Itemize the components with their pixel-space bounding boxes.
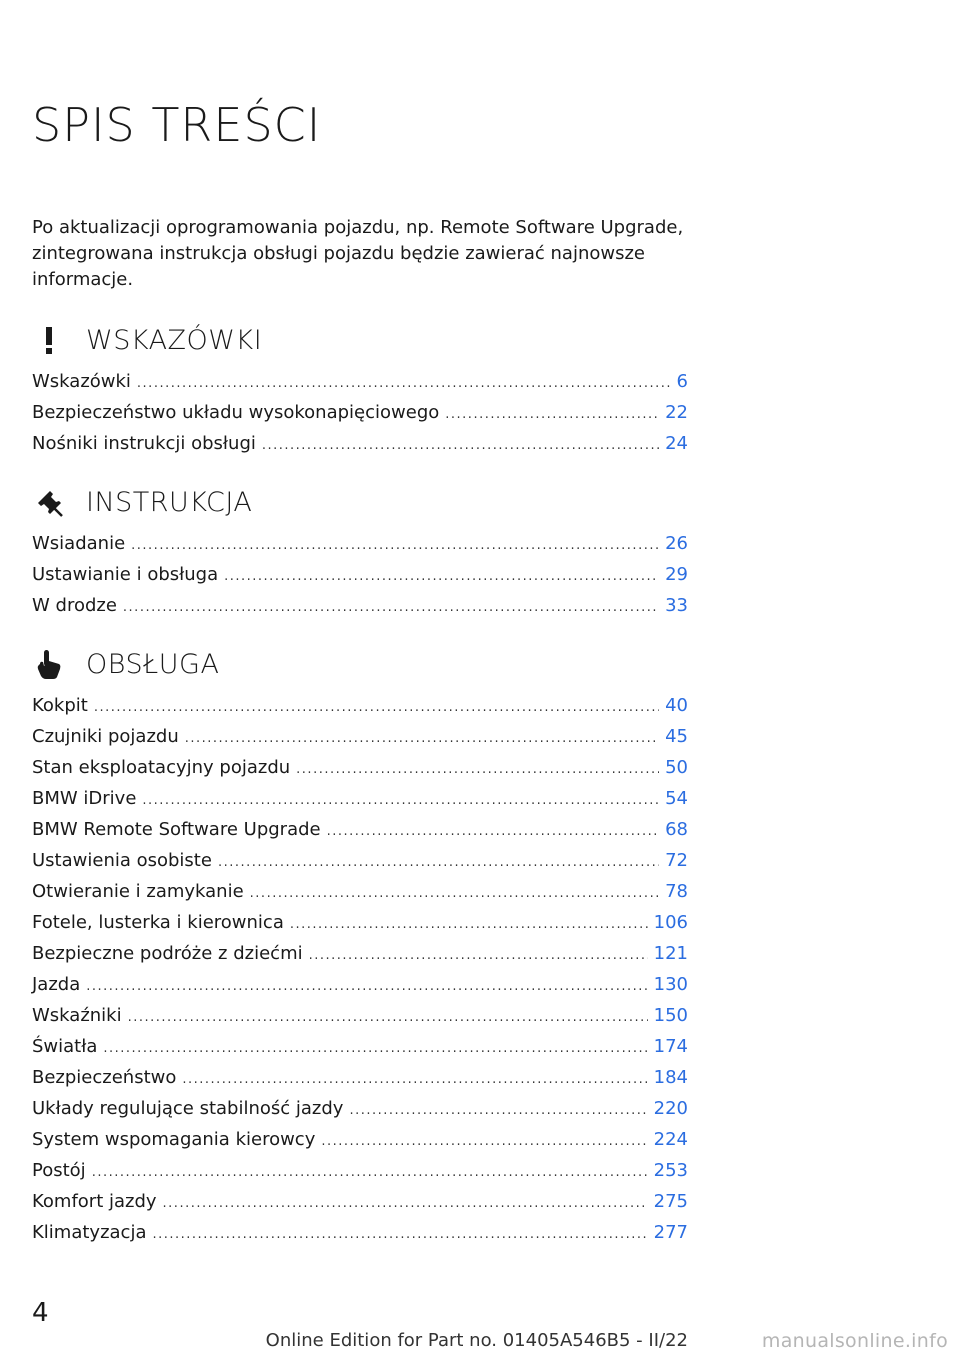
toc-entry[interactable] xyxy=(32,850,688,881)
toc-entry-label: Wsiadanie xyxy=(32,533,126,554)
toc-entry-page[interactable]: 220 xyxy=(653,1098,688,1119)
toc-entry[interactable] xyxy=(32,1005,688,1036)
toc-entry-label: Stan eksploatacyjny pojazdu xyxy=(32,757,291,778)
toc-entry-label: Ustawienia osobiste xyxy=(32,850,212,871)
toc-entry-label: Ustawianie i obsługa xyxy=(32,564,219,585)
toc-entry[interactable] xyxy=(32,1036,688,1067)
toc-leader xyxy=(218,855,659,870)
toc-list xyxy=(32,533,688,626)
toc-entry-page[interactable]: 174 xyxy=(653,1036,688,1057)
toc-entry[interactable] xyxy=(32,1222,688,1253)
toc-entry[interactable] xyxy=(32,595,688,626)
toc-entry-page[interactable]: 277 xyxy=(653,1222,688,1243)
toc-entry-label: Kokpit xyxy=(32,695,88,716)
footer-edition: Online Edition for Part no. 01405A546B5 - II/22 xyxy=(265,1330,688,1351)
toc-entry[interactable] xyxy=(32,943,688,974)
toc-leader xyxy=(142,793,659,808)
section-header xyxy=(32,320,688,360)
toc-entry-page[interactable]: 68 xyxy=(665,819,688,840)
toc-entry-label: Wskazówki xyxy=(32,371,131,392)
toc-leader xyxy=(224,569,659,584)
toc-entry-label: Postój xyxy=(32,1160,86,1181)
toc-entry[interactable] xyxy=(32,402,688,433)
toc-entry[interactable] xyxy=(32,757,688,788)
toc-entry[interactable] xyxy=(32,788,688,819)
toc-leader xyxy=(86,979,647,994)
section-wskazowki xyxy=(32,320,688,464)
toc-leader xyxy=(131,538,659,553)
toc-leader xyxy=(185,731,659,746)
intro-paragraph: Po aktualizacji oprogramowania pojazdu, np. Remote Software Upgrade, zintegrowana instrukcja obsługi pojazdu będzie zawierać najnowsze informacje. xyxy=(32,217,684,290)
toc-entry-page[interactable]: 6 xyxy=(676,371,688,392)
toc-entry-label: Bezpieczeństwo układu wysokonapięciowego xyxy=(32,402,440,423)
toc-entry-page[interactable]: 106 xyxy=(653,912,688,933)
toc-entry-label: Światła xyxy=(32,1036,98,1057)
pushpin-icon xyxy=(32,485,66,519)
toc-entry-page[interactable]: 121 xyxy=(653,943,688,964)
toc-entry-page[interactable]: 54 xyxy=(665,788,688,809)
toc-entry[interactable] xyxy=(32,974,688,1005)
section-instrukcja xyxy=(32,482,688,626)
toc-leader xyxy=(445,407,659,422)
toc-entry-page[interactable]: 29 xyxy=(665,564,688,585)
section-header xyxy=(32,482,688,522)
toc-entry-page[interactable]: 184 xyxy=(653,1067,688,1088)
toc-entry-label: Otwieranie i zamykanie xyxy=(32,881,244,902)
pointing-hand-icon xyxy=(32,647,66,681)
toc-leader xyxy=(262,438,659,453)
toc-entry-page[interactable]: 40 xyxy=(665,695,688,716)
toc-entry-label: Wskaźniki xyxy=(32,1005,122,1026)
toc-entry-label: Fotele, lusterka i kierownica xyxy=(32,912,284,933)
toc-entry-label: BMW iDrive xyxy=(32,788,137,809)
toc-entry-label: W drodze xyxy=(32,595,117,616)
section-obsluga xyxy=(32,644,688,1253)
toc-list xyxy=(32,371,688,464)
toc-leader xyxy=(349,1103,647,1118)
toc-leader xyxy=(92,1165,648,1180)
toc-entry[interactable] xyxy=(32,433,688,464)
toc-entry-page[interactable]: 253 xyxy=(653,1160,688,1181)
toc-entry[interactable] xyxy=(32,819,688,850)
toc-leader xyxy=(153,1227,648,1242)
toc-entry-page[interactable]: 130 xyxy=(653,974,688,995)
toc-entry-page[interactable]: 24 xyxy=(665,433,688,454)
toc-entry-page[interactable]: 275 xyxy=(653,1191,688,1212)
toc-entry-page[interactable]: 50 xyxy=(665,757,688,778)
toc-entry[interactable] xyxy=(32,726,688,757)
watermark: manualsonline.info xyxy=(761,1330,948,1352)
toc-entry[interactable] xyxy=(32,371,688,402)
toc-entry-label: Czujniki pojazdu xyxy=(32,726,179,747)
section-title: INSTRUKCJA xyxy=(86,486,253,518)
toc-leader xyxy=(123,600,659,615)
toc-entry-page[interactable]: 224 xyxy=(653,1129,688,1150)
toc-entry[interactable] xyxy=(32,912,688,943)
toc-entry-page[interactable]: 33 xyxy=(665,595,688,616)
toc-entry-page[interactable]: 45 xyxy=(665,726,688,747)
toc-entry-label: BMW Remote Software Upgrade xyxy=(32,819,321,840)
toc-leader xyxy=(137,376,671,391)
section-title: OBSŁUGA xyxy=(86,648,220,680)
toc-entry[interactable] xyxy=(32,533,688,564)
toc-list xyxy=(32,695,688,1253)
page-number: 4 xyxy=(32,1298,49,1328)
toc-leader xyxy=(309,948,648,963)
toc-leader xyxy=(290,917,648,932)
toc-entry[interactable] xyxy=(32,564,688,595)
toc-entry-page[interactable]: 26 xyxy=(665,533,688,554)
toc-entry[interactable] xyxy=(32,1160,688,1191)
toc-entry[interactable] xyxy=(32,1129,688,1160)
section-header xyxy=(32,644,688,684)
toc-leader xyxy=(128,1010,648,1025)
toc-leader xyxy=(327,824,659,839)
toc-entry-label: System wspomagania kierowcy xyxy=(32,1129,316,1150)
toc-entry[interactable] xyxy=(32,881,688,912)
toc-entry-page[interactable]: 150 xyxy=(653,1005,688,1026)
toc-entry-label: Bezpieczne podróże z dziećmi xyxy=(32,943,303,964)
toc-leader xyxy=(182,1072,647,1087)
toc-leader xyxy=(296,762,659,777)
toc-entry-label: Nośniki instrukcji obsługi xyxy=(32,433,256,454)
toc-entry[interactable] xyxy=(32,1098,688,1129)
toc-entry-label: Komfort jazdy xyxy=(32,1191,157,1212)
page-title: SPIS TREŚCI xyxy=(32,98,322,152)
toc-entry[interactable] xyxy=(32,1067,688,1098)
section-title: WSKAZÓWKI xyxy=(86,324,263,356)
toc-leader xyxy=(163,1196,648,1211)
toc-entry-page[interactable]: 78 xyxy=(665,881,688,902)
toc-entry-page[interactable]: 72 xyxy=(665,850,688,871)
toc-leader xyxy=(250,886,659,901)
toc-entry[interactable] xyxy=(32,695,688,726)
toc-entry-label: Bezpieczeństwo xyxy=(32,1067,177,1088)
toc-entry-label: Jazda xyxy=(32,974,81,995)
toc-entry-page[interactable]: 22 xyxy=(665,402,688,423)
toc-entry[interactable] xyxy=(32,1191,688,1222)
toc-entry-label: Układy regulujące stabilność jazdy xyxy=(32,1098,344,1119)
exclamation-icon xyxy=(32,323,66,357)
toc-entry-label: Klimatyzacja xyxy=(32,1222,147,1243)
toc-leader xyxy=(321,1134,647,1149)
toc-leader xyxy=(94,700,659,715)
toc-leader xyxy=(103,1041,647,1056)
